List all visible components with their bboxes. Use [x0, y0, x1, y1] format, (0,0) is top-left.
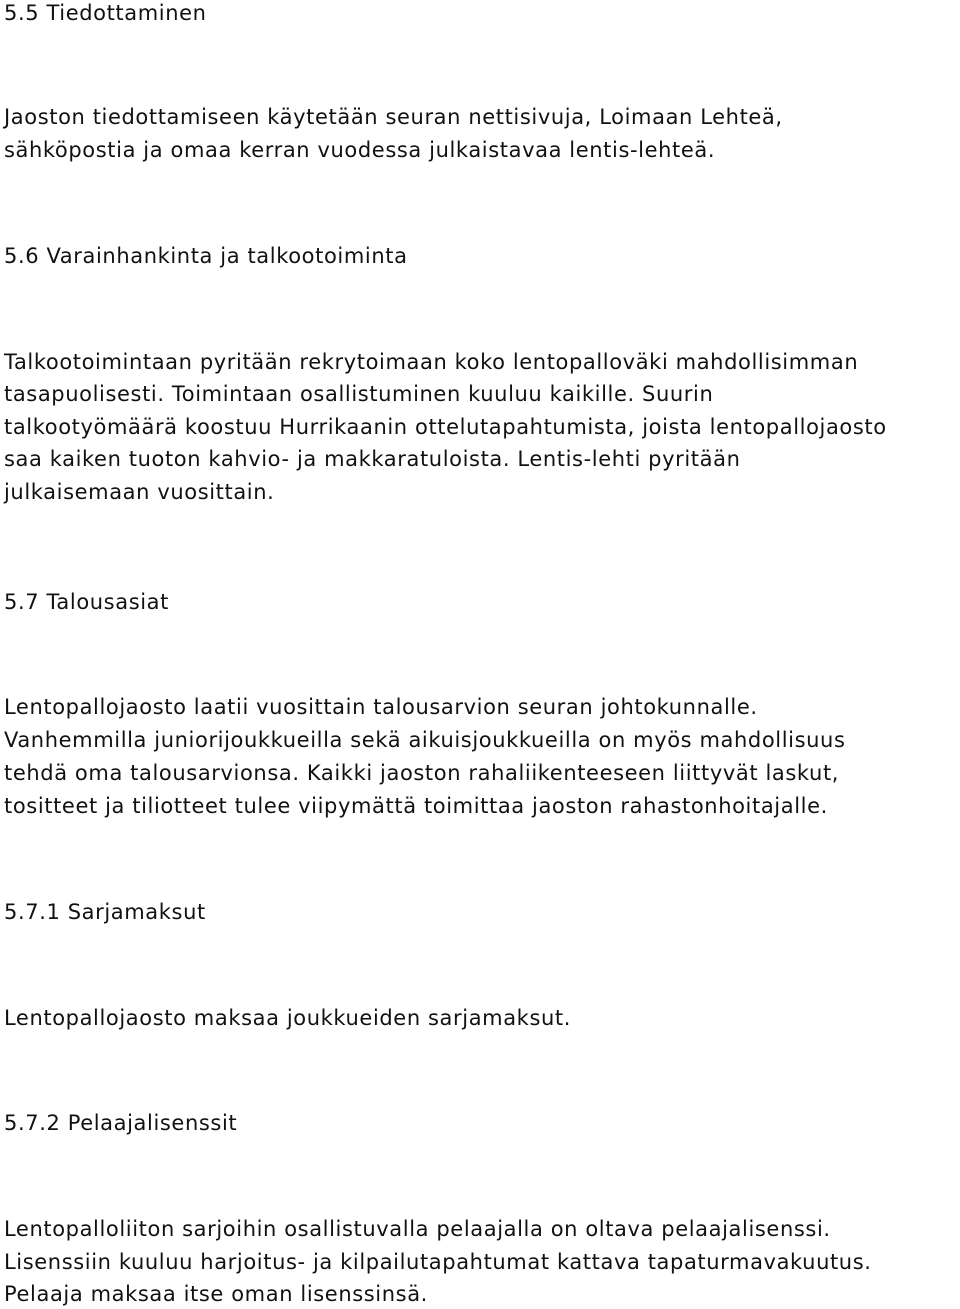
- heading-5-7-2: 5.7.2 Pelaajalisenssit: [4, 1111, 238, 1135]
- paragraph-line: talkootyömäärä koostuu Hurrikaanin ottelutapahtumista, joista lentopallojaosto: [4, 415, 887, 439]
- paragraph-line: Talkootoimintaan pyritään rekrytoimaan koko lentopalloväki mahdollisimman: [4, 350, 859, 374]
- paragraph-line: tasapuolisesti. Toimintaan osallistuminen kuuluu kaikille. Suurin: [4, 382, 714, 406]
- heading-5-5: 5.5 Tiedottaminen: [4, 1, 207, 25]
- paragraph-line: Pelaaja maksaa itse oman lisenssinsä.: [4, 1282, 428, 1306]
- paragraph-line: Jaoston tiedottamiseen käytetään seuran nettisivuja, Loimaan Lehteä,: [4, 105, 783, 129]
- heading-5-7: 5.7 Talousasiat: [4, 590, 169, 614]
- paragraph-line: sähköpostia ja omaa kerran vuodessa julkaistavaa lentis-lehteä.: [4, 138, 716, 162]
- paragraph-line: julkaisemaan vuosittain.: [4, 480, 275, 504]
- paragraph-line: saa kaiken tuoton kahvio- ja makkaratuloista. Lentis-lehti pyritään: [4, 447, 741, 471]
- paragraph-line: tositteet ja tiliotteet tulee viipymättä toimittaa jaoston rahastonhoitajalle.: [4, 794, 828, 818]
- paragraph-line: Lentopalloliiton sarjoihin osallistuvalla pelaajalla on oltava pelaajalisenssi.: [4, 1217, 831, 1241]
- paragraph-line: tehdä oma talousarvionsa. Kaikki jaoston rahaliikenteeseen liittyvät laskut,: [4, 761, 840, 785]
- paragraph-line: Lisenssiin kuuluu harjoitus- ja kilpailutapahtumat kattava tapaturmavakuutus.: [4, 1250, 872, 1274]
- heading-5-7-1: 5.7.1 Sarjamaksut: [4, 900, 206, 924]
- heading-5-6: 5.6 Varainhankinta ja talkootoiminta: [4, 244, 408, 268]
- paragraph-line: Lentopallojaosto maksaa joukkueiden sarjamaksut.: [4, 1006, 572, 1030]
- paragraph-line: Lentopallojaosto laatii vuosittain talousarvion seuran johtokunnalle.: [4, 695, 758, 719]
- paragraph-line: Vanhemmilla juniorijoukkueilla sekä aikuisjoukkueilla on myös mahdollisuus: [4, 728, 846, 752]
